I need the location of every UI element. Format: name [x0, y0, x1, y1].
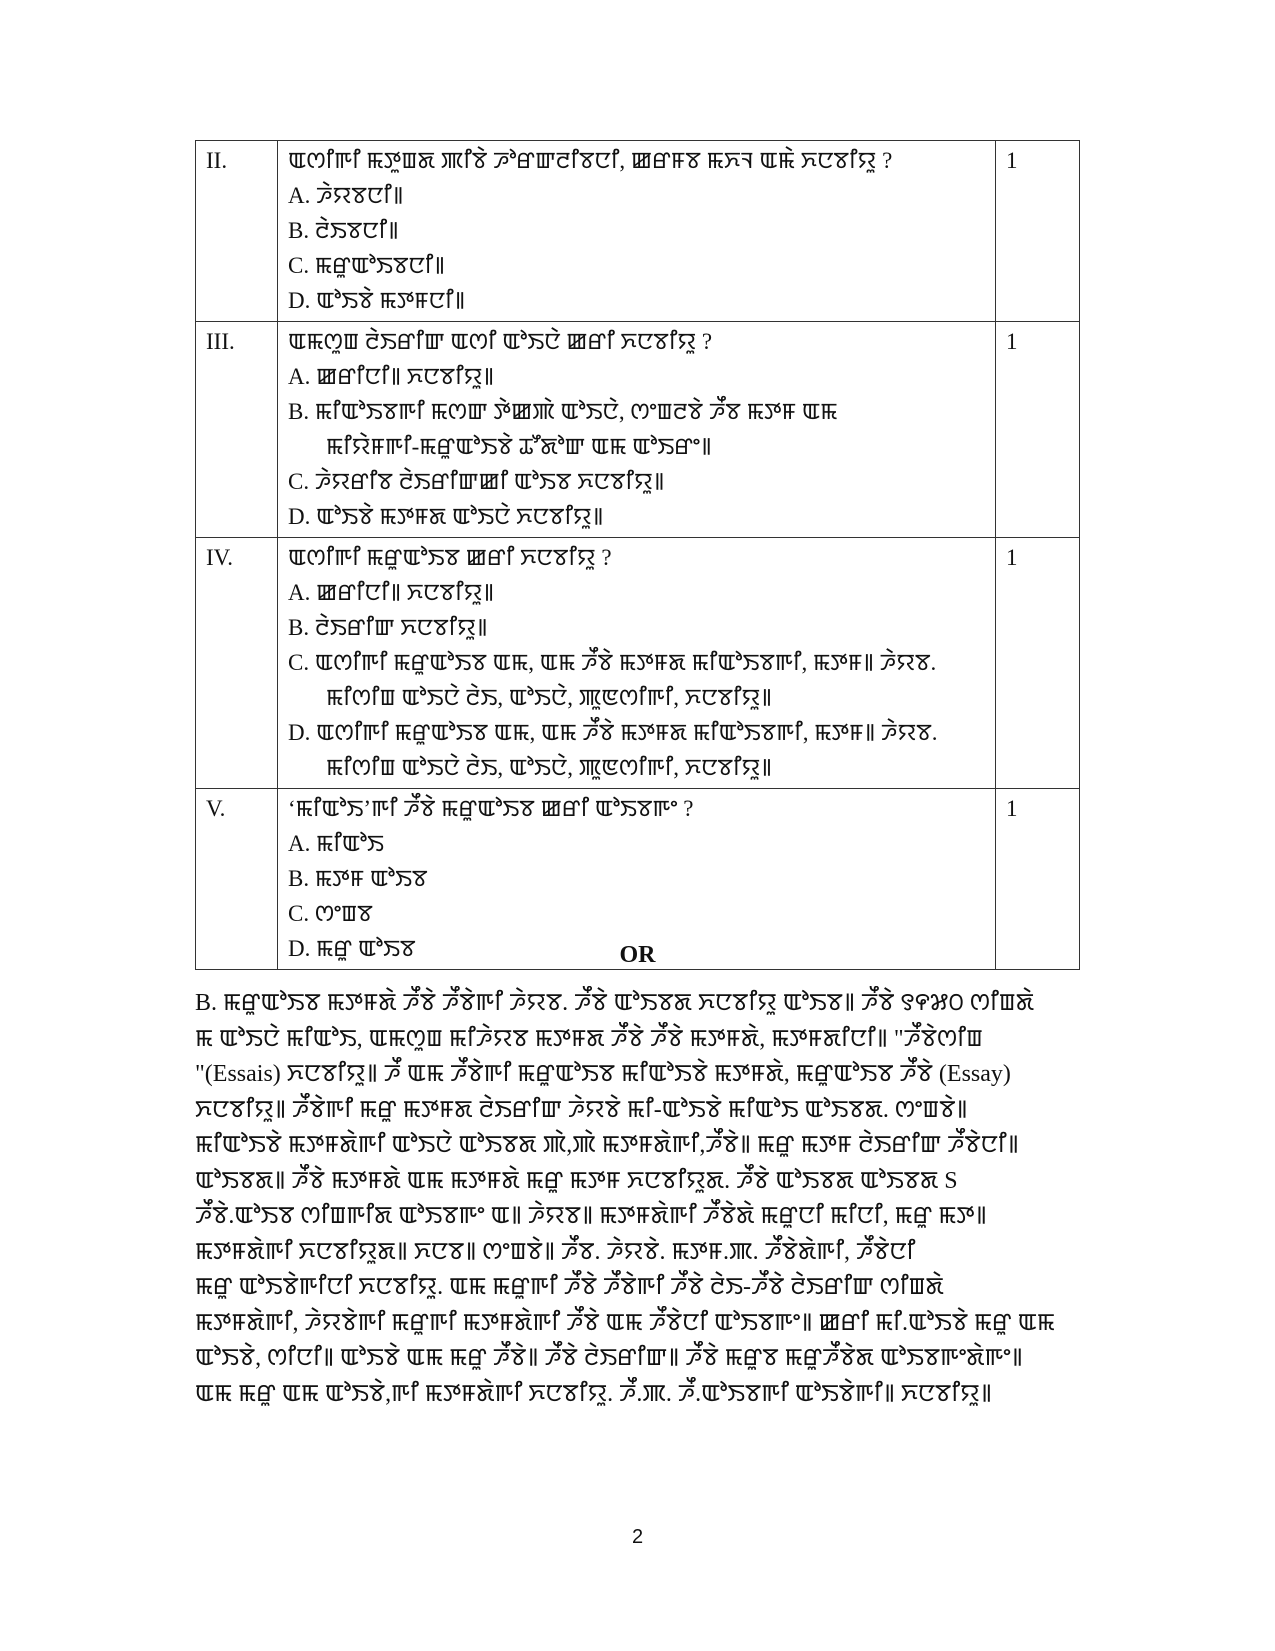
- question-text: ꯑꯃꯁꯨꯡ ꯂꯥꯏꯔꯤꯛ ꯑꯁꯤ ꯑꯣꯏꯅꯥ ꯀꯔꯤ ꯈꯅꯕꯤꯌꯨ ?: [288, 329, 713, 354]
- question-row: [196, 141, 1080, 322]
- marks-cell: 1: [996, 538, 1080, 789]
- paragraph-line: ꯑꯃ ꯃꯔꯨ ꯑꯃ ꯑꯣꯏꯕꯥ,ꯒꯤ ꯃꯇꯝꯗꯥꯒꯤ ꯈꯅꯕꯤꯌꯨ. ꯍꯩ.ꯄ. ꯍꯩ.ꯑꯣꯏꯕꯒꯤ ꯑꯣꯏꯕꯥꯒꯤ꯫ ꯈꯅꯕꯤꯌꯨ꯫: [195, 1380, 992, 1407]
- marks-cell: 1: [996, 322, 1080, 538]
- question-number: V.: [196, 789, 278, 970]
- page-number: 2: [631, 1526, 644, 1548]
- question-text: ꯑꯁꯤꯒꯤ ꯃꯔꯨꯑꯣꯏꯕ ꯀꯔꯤ ꯈꯅꯕꯤꯌꯨ ?: [288, 545, 612, 570]
- or-separator: OR: [619, 942, 656, 968]
- option-line: A. ꯃꯤꯑꯣꯏ: [288, 831, 384, 856]
- marks-cell: 1: [996, 141, 1080, 322]
- answer-option: [288, 610, 985, 645]
- paragraph-line: ꯑꯣꯏꯕꯥ, ꯁꯤꯅꯤ꯫ ꯑꯣꯏꯕꯥ ꯑꯃ ꯃꯔꯨ ꯍꯩꯕꯥ꯫ ꯍꯩꯕꯥ ꯂꯥꯏꯔꯤꯛ꯫ ꯍꯩꯕꯥ ꯃꯔꯨꯕ ꯃꯔꯨꯍꯩꯕꯥꯗ ꯑꯣꯏꯕꯒꯦꯗꯥꯒꯦ꯫: [195, 1345, 1023, 1371]
- question-number: II.: [196, 141, 278, 322]
- question-table: [195, 140, 1080, 970]
- question-text: ‘ꯃꯤꯑꯣꯏ’ꯒꯤ ꯍꯩꯕꯥ ꯃꯔꯨꯑꯣꯏꯕ ꯀꯔꯤ ꯑꯣꯏꯕꯒꯦ ?: [288, 796, 694, 821]
- option-line: C. ꯃꯔꯨꯑꯣꯏꯕꯅꯤ꯫: [288, 253, 445, 278]
- answer-option: [288, 499, 985, 534]
- answer-option: [288, 248, 985, 283]
- paragraph-line: B. ꯃꯔꯨꯑꯣꯏꯕ ꯃꯇꯝꯗꯥ ꯍꯩꯕꯥ ꯍꯩꯕꯥꯒꯤ ꯍꯥꯌꯕ. ꯍꯩꯕꯥ ꯑꯣꯏꯕꯗ ꯈꯅꯕꯤꯌꯨ ꯑꯣꯏꯕ꯫ ꯍꯩꯕꯥ ꯱꯵꯷꯰ ꯁꯤꯡꯗꯥ: [195, 990, 1035, 1016]
- option-line: A. ꯍꯥꯌꯕꯅꯤ꯫: [288, 183, 404, 208]
- option-line: B. ꯃꯇꯝ ꯑꯣꯏꯕ: [288, 866, 428, 891]
- option-line: ꯃꯤꯁꯤꯡ ꯑꯣꯏꯅꯥ ꯂꯥꯏ, ꯑꯣꯏꯅꯥ, ꯄꯨꯟꯁꯤꯒꯤ, ꯈꯅꯕꯤꯌꯨ꯫: [326, 755, 772, 780]
- option-line: D. ꯃꯔꯨ ꯑꯣꯏꯕ: [288, 936, 416, 961]
- answer-option: [288, 178, 985, 213]
- answer-option: [288, 826, 985, 861]
- option-line: D. ꯑꯁꯤꯒꯤ ꯃꯔꯨꯑꯣꯏꯕ ꯑꯃ, ꯑꯃ ꯍꯩꯕꯥ ꯃꯇꯝꯗ ꯃꯤꯑꯣꯏꯕꯒꯤ, ꯃꯇꯝ꯫ ꯍꯥꯌꯕ.: [288, 720, 938, 745]
- paragraph-line: "(Essais) ꯈꯅꯕꯤꯌꯨ꯫ ꯍꯩ ꯑꯃ ꯍꯩꯕꯥꯒꯤ ꯃꯔꯨꯑꯣꯏꯕ ꯃꯤꯑꯣꯏꯕꯥ ꯃꯇꯝꯗꯥ, ꯃꯔꯨꯑꯣꯏꯕ ꯍꯩꯕꯥ (Essay): [195, 1061, 1011, 1087]
- option-line: B. ꯃꯤꯑꯣꯏꯕꯒꯤ ꯃꯁꯛ ꯇꯥꯀꯄꯥ ꯑꯣꯏꯅꯥ, ꯁꯦꯡꯂꯕꯥ ꯍꯩꯕ ꯃꯇꯝ ꯑꯃ: [288, 399, 838, 424]
- answer-option: [288, 715, 985, 785]
- answer-option: [288, 896, 985, 931]
- answer-option: [288, 283, 985, 318]
- answer-option: [288, 464, 985, 499]
- option-line: C. ꯁꯦꯡꯕ: [288, 901, 373, 926]
- option-line: ꯃꯤꯁꯤꯡ ꯑꯣꯏꯅꯥ ꯂꯥꯏ, ꯑꯣꯏꯅꯥ, ꯄꯨꯟꯁꯤꯒꯤ, ꯈꯅꯕꯤꯌꯨ꯫: [326, 685, 772, 710]
- option-line: C. ꯑꯁꯤꯒꯤ ꯃꯔꯨꯑꯣꯏꯕ ꯑꯃ, ꯑꯃ ꯍꯩꯕꯥ ꯃꯇꯝꯗ ꯃꯤꯑꯣꯏꯕꯒꯤ, ꯃꯇꯝ꯫ ꯍꯥꯌꯕ.: [288, 650, 937, 675]
- question-cell: [278, 322, 996, 538]
- question-row: [196, 322, 1080, 538]
- option-line: D. ꯑꯣꯏꯕꯥ ꯃꯇꯝꯗ ꯑꯣꯏꯅꯥ ꯈꯅꯕꯤꯌꯨ꯫: [288, 504, 604, 529]
- paragraph-line: ꯑꯣꯏꯕꯗ꯫ ꯍꯩꯕꯥ ꯃꯇꯝꯗꯥ ꯑꯃ ꯃꯇꯝꯗꯥ ꯃꯔꯨ ꯃꯇꯝ ꯈꯅꯕꯤꯌꯨꯗ. ꯍꯩꯕꯥ ꯑꯣꯏꯕꯗ ꯑꯣꯏꯕꯗ S: [195, 1167, 958, 1194]
- answer-option: [288, 861, 985, 896]
- answer-option: [288, 645, 985, 715]
- paragraph-line: ꯃꯇꯝꯗꯥꯒꯤ, ꯍꯥꯌꯕꯥꯒꯤ ꯃꯔꯨꯒꯤ ꯃꯇꯝꯗꯥꯒꯤ ꯍꯩꯕꯥ ꯑꯃ ꯍꯩꯕꯥꯅꯤ ꯑꯣꯏꯕꯒꯦ꯫ ꯀꯔꯤ ꯃꯤ.ꯑꯣꯏꯕꯥ ꯃꯔꯨ ꯑꯃ: [195, 1309, 1055, 1336]
- question-text: ꯑꯁꯤꯒꯤ ꯃꯇꯨꯡꯗ ꯄꯤꯕꯥ ꯍꯣꯔꯛꯂꯤꯕꯅꯤ, ꯀꯔꯝꯕ ꯃꯈꯜ ꯑꯃꯥ ꯈꯅꯕꯤꯌꯨ ?: [288, 148, 893, 173]
- question-cell: [278, 538, 996, 789]
- paragraph-line: ꯈꯅꯕꯤꯌꯨ꯫ ꯍꯩꯕꯥꯒꯤ ꯃꯔꯨ ꯃꯇꯝꯗ ꯂꯥꯏꯔꯤꯛ ꯍꯥꯌꯕꯥ ꯃꯤ-ꯑꯣꯏꯕꯥ ꯃꯤꯑꯣꯏ ꯑꯣꯏꯕꯗ. ꯁꯦꯡꯕꯥ꯫: [195, 1096, 968, 1123]
- answer-option: [288, 394, 985, 464]
- option-line: A. ꯀꯔꯤꯅꯤ꯫ ꯈꯅꯕꯤꯌꯨ꯫: [288, 364, 494, 389]
- paragraph-line: ꯃꯔꯨ ꯑꯣꯏꯕꯥꯒꯤꯅꯤ ꯈꯅꯕꯤꯌꯨ. ꯑꯃ ꯃꯔꯨꯒꯤ ꯍꯩꯕꯥ ꯍꯩꯕꯥꯒꯤ ꯍꯩꯕꯥ ꯂꯥꯏ-ꯍꯩꯕꯥ ꯂꯥꯏꯔꯤꯛ ꯁꯤꯡꯗꯥ: [195, 1274, 944, 1300]
- answer-option: [288, 359, 985, 394]
- paragraph-line: ꯍꯩꯕꯥ.ꯑꯣꯏꯕ ꯁꯤꯡꯒꯤꯗ ꯑꯣꯏꯕꯒꯦ ꯑ꯫ ꯍꯥꯌꯕ꯫ ꯃꯇꯝꯗꯥꯒꯤ ꯍꯩꯕꯥꯗꯥ ꯃꯔꯨꯅꯤ ꯃꯤꯅꯤ, ꯃꯔꯨ ꯃꯇ꯫: [195, 1203, 987, 1229]
- option-line: A. ꯀꯔꯤꯅꯤ꯫ ꯈꯅꯕꯤꯌꯨ꯫: [288, 580, 494, 605]
- marks-cell: 1: [996, 789, 1080, 970]
- question-row: [196, 538, 1080, 789]
- paragraph-line: ꯃꯤꯑꯣꯏꯕꯥ ꯃꯇꯝꯗꯥꯒꯤ ꯑꯣꯏꯅꯥ ꯑꯣꯏꯕꯗ ꯄꯥ,ꯄꯥ ꯃꯇꯝꯗꯥꯒꯤ,ꯍꯩꯕꯥ꯫ ꯃꯔꯨ ꯃꯇꯝ ꯂꯥꯏꯔꯤꯛ ꯍꯩꯕꯥꯅꯤ꯫: [195, 1132, 1019, 1158]
- option-line: C. ꯍꯥꯌꯔꯤꯕ ꯂꯥꯏꯔꯤꯛꯀꯤ ꯑꯣꯏꯕ ꯈꯅꯕꯤꯌꯨ꯫: [288, 469, 665, 494]
- question-cell: [278, 141, 996, 322]
- paragraph-line: ꯃꯇꯝꯗꯥꯒꯤ ꯈꯅꯕꯤꯌꯨꯗ꯫ ꯈꯅꯕ꯫ ꯁꯦꯡꯕꯥ꯫ ꯍꯩꯕ. ꯍꯥꯌꯕꯥ. ꯃꯇꯝ.ꯄ. ꯍꯩꯕꯥꯗꯥꯒꯤ, ꯍꯩꯕꯥꯅꯤ: [195, 1238, 916, 1265]
- option-line: ꯃꯤꯌꯥꯝꯒꯤ-ꯃꯔꯨꯑꯣꯏꯕꯥ ꯊꯧꯗꯣꯛ ꯑꯃ ꯑꯣꯏꯔꯦ꯫: [326, 434, 712, 459]
- paragraph-line: ꯃ ꯑꯣꯏꯅꯥ ꯃꯤꯑꯣꯏ, ꯑꯃꯁꯨꯡ ꯃꯤꯍꯥꯌꯕ ꯃꯇꯝꯗ ꯍꯩꯕꯥ ꯍꯩꯕꯥ ꯃꯇꯝꯗꯥ, ꯃꯇꯝꯗꯤꯅꯤ꯫ "ꯍꯩꯕꯥꯁꯤꯡ: [195, 1025, 983, 1052]
- option-line: B. ꯂꯥꯏꯔꯤꯛ ꯈꯅꯕꯤꯌꯨ꯫: [288, 615, 488, 640]
- answer-option: [288, 575, 985, 610]
- answer-option: [288, 213, 985, 248]
- question-number: IV.: [196, 538, 278, 789]
- answer-paragraph: [195, 986, 1079, 1412]
- question-number: III.: [196, 322, 278, 538]
- option-line: B. ꯂꯥꯏꯕꯅꯤ꯫: [288, 218, 399, 243]
- option-line: D. ꯑꯣꯏꯕꯥ ꯃꯇꯝꯅꯤ꯫: [288, 288, 466, 313]
